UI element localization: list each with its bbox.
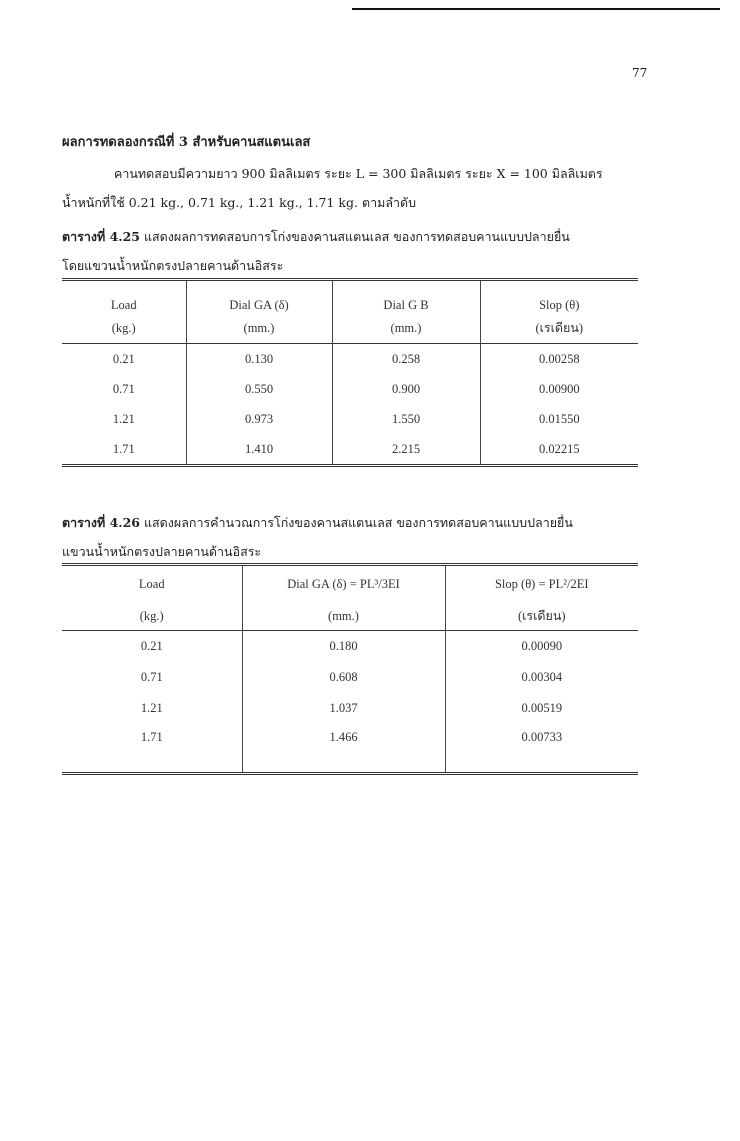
table1-header-dial-gb: Dial G B (332, 280, 480, 314)
table-cell: 0.71 (140, 670, 163, 684)
table-row (62, 693, 638, 724)
table-row (62, 404, 638, 434)
table2-caption (62, 513, 573, 533)
table1-unit: (mm.) (332, 313, 480, 344)
table2-unit: (mm.) (242, 602, 445, 631)
table2-caption-line2: แขวนน้ำหนักตรงปลายคานด้านอิสระ (62, 544, 262, 559)
table-row (62, 662, 638, 693)
table-cell: 1.21 (140, 701, 163, 715)
table1-unit: (kg.) (111, 320, 136, 335)
beam-description: คานทดสอบมีความยาว 900 มิลลิเมตร ระยะ L = 300 มิลลิเมตร ระยะ X = 100 มิลลิเมตร (114, 166, 603, 181)
table-cell: 0.01550 (480, 404, 638, 434)
table2-units-row (62, 602, 638, 631)
table-cell: 1.410 (186, 434, 332, 466)
table1-test-results (62, 278, 638, 467)
table1-caption-label: ตารางที่ 4.25 (62, 229, 141, 244)
table-cell: 1.71 (112, 441, 135, 456)
table-cell: 0.00304 (445, 662, 638, 693)
table-cell: 0.00733 (445, 724, 638, 774)
table-cell: 0.02215 (480, 434, 638, 466)
table1-header-slope: Slop (θ) (480, 280, 638, 314)
table-cell: 0.130 (186, 344, 332, 375)
table1-units-row (62, 313, 638, 344)
table-cell: 0.550 (186, 374, 332, 404)
table-cell: 0.00519 (445, 693, 638, 724)
table2-header-deflection-formula: Dial GA (δ) = PL³/3EI (242, 565, 445, 603)
table-cell: 1.466 (242, 724, 445, 774)
table-cell: 0.608 (242, 662, 445, 693)
table2-unit: (kg.) (139, 608, 164, 623)
table1-header-row (62, 280, 638, 314)
table-cell: 0.21 (112, 351, 135, 366)
table-cell: 0.00900 (480, 374, 638, 404)
table2-unit: (เรเดียน) (445, 602, 638, 631)
table1-caption-text: แสดงผลการทดสอบการโก่งของคานสแตนเลส ของการทดสอบคานแบบปลายยื่น (140, 229, 570, 244)
table-cell: 0.21 (140, 639, 163, 653)
table1-unit: (mm.) (186, 313, 332, 344)
table2-calculated-results (62, 563, 638, 775)
table-row (62, 344, 638, 375)
table2-caption-text: แสดงผลการคำนวณการโก่งของคานสแตนเลส ของการทดสอบคานแบบปลายยื่น (140, 515, 573, 530)
table2-header-slope-formula: Slop (θ) = PL²/2EI (445, 565, 638, 603)
table-cell: 1.71 (140, 730, 163, 744)
section-heading: ผลการทดลองกรณีที่ 3 สำหรับคานสแตนเลส (62, 135, 311, 150)
table-cell: 1.037 (242, 693, 445, 724)
table-cell: 2.215 (332, 434, 480, 466)
table-cell: 0.258 (332, 344, 480, 375)
table-row (62, 631, 638, 663)
table-cell: 1.550 (332, 404, 480, 434)
table-cell: 0.900 (332, 374, 480, 404)
page-number: 77 (632, 66, 648, 80)
table-cell: 0.00258 (480, 344, 638, 375)
table-cell: 0.973 (186, 404, 332, 434)
table-cell: 0.71 (112, 381, 135, 396)
table-cell: 0.180 (242, 631, 445, 663)
table-row (62, 374, 638, 404)
table1-unit: (เรเดียน) (480, 313, 638, 344)
table-row (62, 434, 638, 466)
table2-caption-label: ตารางที่ 4.26 (62, 515, 141, 530)
load-description: น้ำหนักที่ใช้ 0.21 kg., 0.71 kg., 1.21 kg., 1.71 kg. ตามลำดับ (62, 195, 417, 210)
table-cell: 0.00090 (445, 631, 638, 663)
table1-header-dial-ga: Dial GA (δ) (186, 280, 332, 314)
table2-header-row (62, 565, 638, 603)
table-cell: 1.21 (112, 411, 135, 426)
top-rule (352, 8, 720, 10)
table1-caption (62, 227, 570, 247)
table2-header-load: Load (138, 576, 165, 591)
table-row (62, 724, 638, 774)
table1-caption-line2: โดยแขวนน้ำหนักตรงปลายคานด้านอิสระ (62, 258, 284, 273)
table1-header-load: Load (110, 298, 137, 312)
